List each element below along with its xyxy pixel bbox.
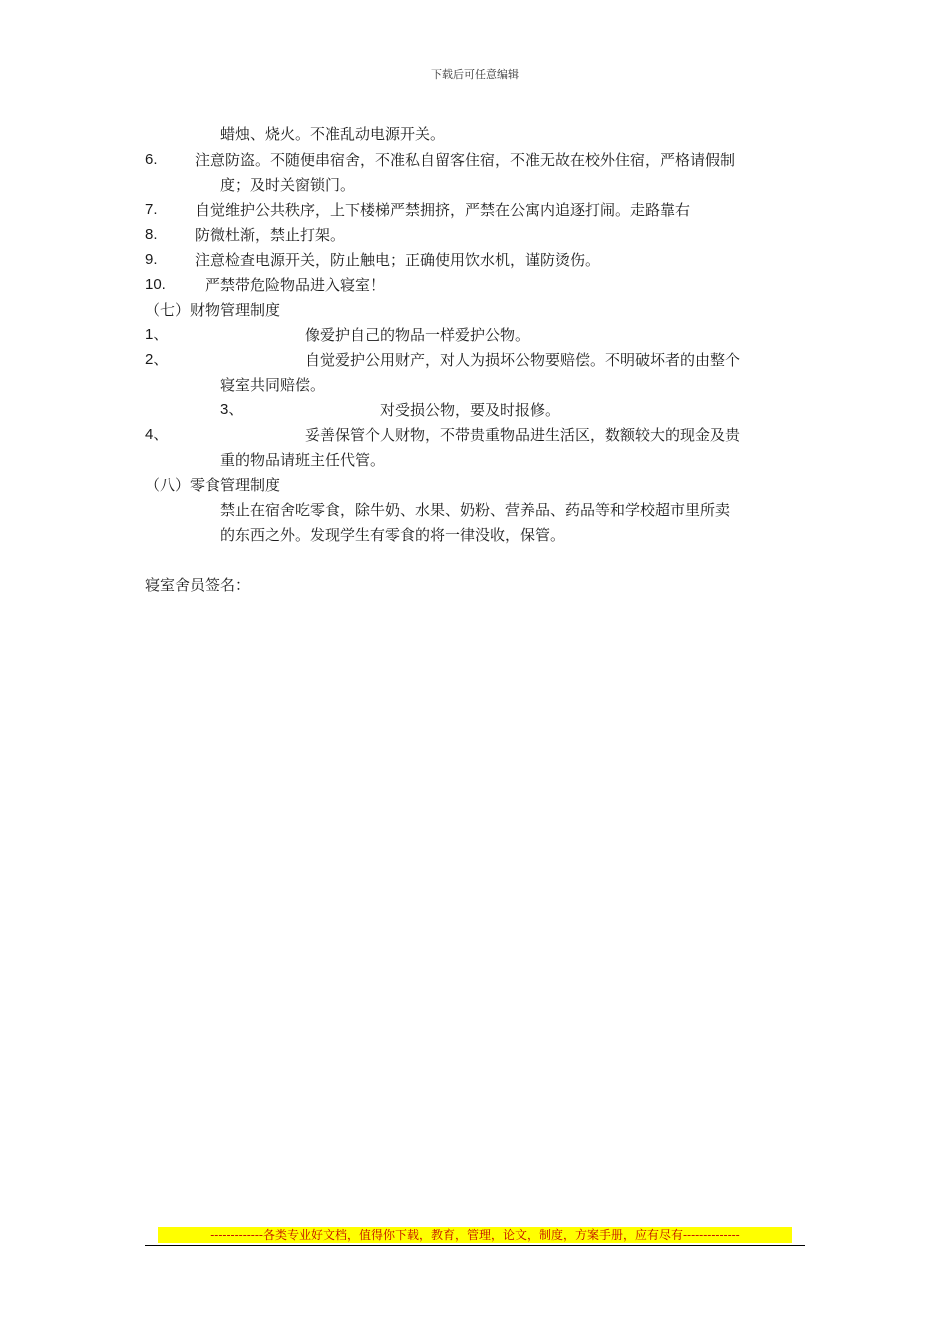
rule-10-number: 10. <box>145 276 166 293</box>
page-header-note: 下载后可任意编辑 <box>431 68 519 81</box>
rule-8-text: 防微杜渐，禁止打架。 <box>195 226 346 244</box>
rule-7-number: 7. <box>145 201 158 218</box>
rule-7-text: 自觉维护公共秩序，上下楼梯严禁拥挤，严禁在公寓内追逐打闹。走路靠右 <box>195 201 691 219</box>
footer-divider <box>145 1245 805 1246</box>
section-heading-property: （七）财物管理制度 <box>145 301 281 319</box>
footer-banner: -------------各类专业好文档，值得你下载，教育，管理，论文，制度，方案手册，应有尽有-------------- <box>158 1227 792 1243</box>
rule-9-text: 注意检查电源开关，防止触电；正确使用饮水机，谨防烫伤。 <box>195 251 601 269</box>
property-item-1-number: 1、 <box>145 326 169 343</box>
snacks-rule-text: 禁止在宿舍吃零食，除牛奶、水果、奶粉、营养品、药品等和学校超市里所卖 <box>220 501 731 519</box>
property-item-3-text: 对受损公物，要及时报修。 <box>380 401 561 419</box>
property-item-2-continuation: 寝室共同赔偿。 <box>220 376 326 394</box>
property-item-2-number: 2、 <box>145 351 169 368</box>
property-item-4-continuation: 重的物品请班主任代管。 <box>220 451 386 469</box>
property-item-4-text: 妥善保管个人财物，不带贵重物品进生活区，数额较大的现金及贵 <box>305 426 741 444</box>
rule-6-number: 6. <box>145 151 158 168</box>
rule-10-text: 严禁带危险物品进入寝室！ <box>205 276 386 294</box>
rule-9-number: 9. <box>145 251 158 268</box>
rule-6-continuation: 度；及时关窗锁门。 <box>220 176 356 194</box>
rule-5-continuation: 蜡烛、烧火。不准乱动电源开关。 <box>220 125 446 143</box>
property-item-1-text: 像爱护自己的物品一样爱护公物。 <box>305 326 531 344</box>
section-heading-snacks: （八）零食管理制度 <box>145 476 281 494</box>
property-item-2-text: 自觉爱护公用财产，对人为损坏公物要赔偿。不明破坏者的由整个 <box>305 351 741 369</box>
property-item-3-number: 3、 <box>220 401 244 418</box>
signature-label: 寝室舍员签名： <box>145 576 251 594</box>
snacks-rule-continuation: 的东西之外。发现学生有零食的将一律没收，保管。 <box>220 526 566 544</box>
rule-8-number: 8. <box>145 226 158 243</box>
property-item-4-number: 4、 <box>145 426 169 443</box>
rule-6-text: 注意防盗。不随便串宿舍，不准私自留客住宿，不准无故在校外住宿，严格请假制 <box>195 151 736 169</box>
